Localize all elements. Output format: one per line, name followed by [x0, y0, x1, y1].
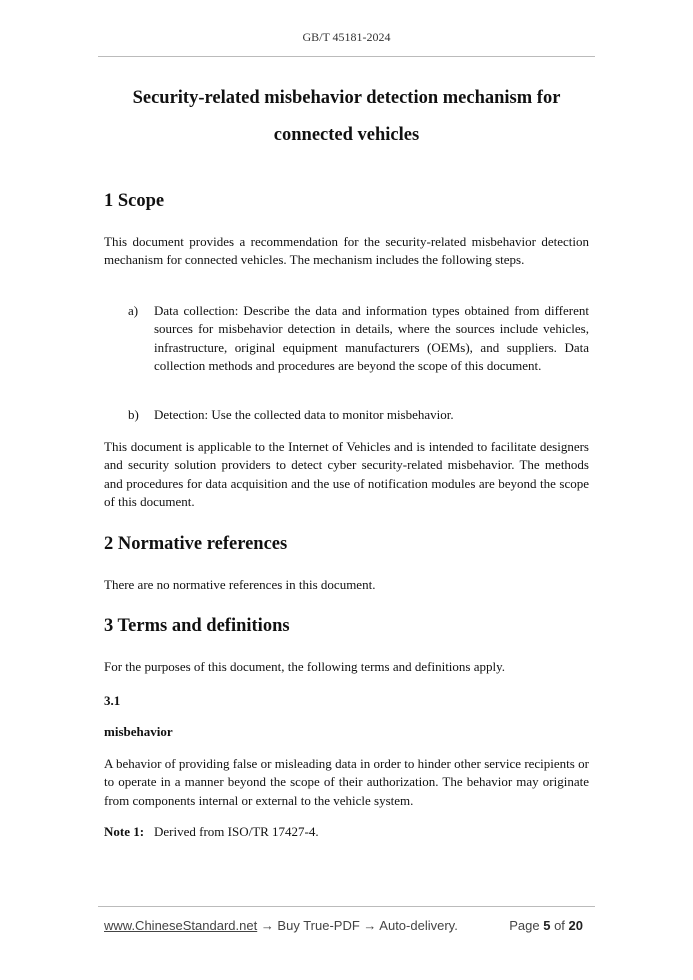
site-link[interactable]: www.ChineseStandard.net [104, 918, 258, 933]
page-indicator [509, 918, 583, 933]
note-label: Note 1: [104, 824, 145, 839]
title-line-2: connected vehicles [273, 125, 420, 145]
note [104, 823, 589, 841]
page-footer [98, 906, 595, 937]
section-3-heading: 3 Terms and definitions [104, 616, 290, 636]
section-2-heading: 2 Normative references [104, 534, 288, 554]
applicability-paragraph: This document is applicable to the Internet of Vehicles and is intended to facilitate designers and security solution providers to detect cyber security-related misbehavior. The methods and procedures for data acquisition and the use of notification modules are beyond the scope of this document. [104, 439, 589, 509]
footer-tagline: → Buy True-PDF → Auto-delivery. [257, 918, 458, 933]
title-line-1: Security-related misbehavior detection mechanism for [132, 88, 561, 108]
page-total: 20 [568, 918, 583, 933]
normative-references-text: There are no normative references in this document. [104, 577, 376, 592]
document-id: GB/T 45181-2024 [302, 30, 391, 44]
list-item-text: Detection: Use the collected data to monitor misbehavior. [154, 407, 454, 422]
term-number: 3.1 [104, 693, 121, 708]
document-title [98, 80, 595, 154]
terms-intro-paragraph: For the purposes of this document, the following terms and definitions apply. [104, 659, 506, 674]
list-item-b [128, 406, 589, 424]
page-word: Page [509, 918, 540, 933]
note-text: Derived from ISO/TR 17427-4. [154, 824, 319, 839]
term-name: misbehavior [104, 724, 173, 739]
list-marker: a) [128, 303, 139, 318]
page-of: of [554, 918, 565, 933]
term-definition: A behavior of providing false or misleading data in order to hinder other service recipients or to operate in a manner beyond the scope of their authorization. The behavior may originate from components internal or external to the vehicle system. [104, 756, 589, 808]
running-header [98, 30, 595, 57]
footer-promo [104, 918, 458, 933]
scope-intro-paragraph: This document provides a recommendation for the security-related misbehavior detection mechanism for connected vehicles. The mechanism includes the following steps. [104, 234, 589, 268]
list-item-a [128, 302, 589, 375]
page-current: 5 [543, 918, 551, 933]
list-marker: b) [128, 407, 139, 422]
list-item-text: Data collection: Describe the data and information types obtained from different sources for misbehavior detection in details, where the sources include vehicles, infrastructure, original equipment manufacturers (OEMs), and suppliers. Data collection methods and procedures are beyond the scope of this document. [154, 303, 589, 373]
section-1-heading: 1 Scope [104, 191, 165, 211]
